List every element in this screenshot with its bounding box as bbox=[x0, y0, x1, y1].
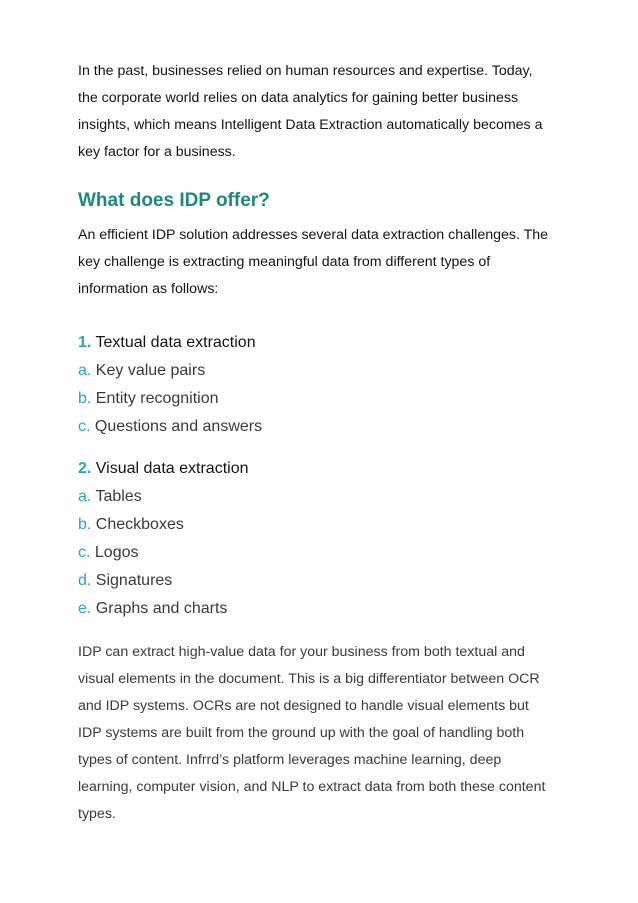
closing-line: visual elements in the document. This is a big differentiator between OCR bbox=[78, 671, 540, 687]
list-item bbox=[78, 357, 568, 385]
list-item bbox=[78, 483, 568, 511]
list-group-title bbox=[78, 455, 568, 483]
list-number: 1. bbox=[78, 334, 92, 351]
closing-line: IDP can extract high-value data for your business from both textual and bbox=[78, 644, 525, 660]
section-lead-paragraph bbox=[78, 222, 568, 303]
list-item-label: Signatures bbox=[95, 572, 173, 589]
list-group-label: Textual data extraction bbox=[95, 334, 256, 351]
list-item-label: Logos bbox=[94, 544, 139, 561]
list-item bbox=[78, 385, 568, 413]
list-group-label: Visual data extraction bbox=[95, 460, 249, 477]
closing-line: learning, computer vision, and NLP to extract data from both these content bbox=[78, 779, 546, 795]
intro-paragraph bbox=[78, 58, 568, 166]
closing-line: types. bbox=[78, 806, 116, 822]
closing-line: and IDP systems. OCRs are not designed to handle visual elements but bbox=[78, 698, 529, 714]
lead-line: information as follows: bbox=[78, 281, 219, 297]
list-item-label: Key value pairs bbox=[95, 362, 206, 379]
list-item-label: Questions and answers bbox=[94, 418, 263, 435]
list-letter: b. bbox=[78, 516, 92, 533]
list-item bbox=[78, 539, 568, 567]
visual-extraction-list bbox=[78, 455, 568, 623]
list-item-label: Graphs and charts bbox=[95, 600, 228, 617]
list-letter: b. bbox=[78, 390, 92, 407]
intro-line: the corporate world relies on data analytics for gaining better business bbox=[78, 90, 519, 106]
lead-line: key challenge is extracting meaningful data from different types of bbox=[78, 254, 491, 270]
list-group-title bbox=[78, 329, 568, 357]
list-item bbox=[78, 567, 568, 595]
list-item bbox=[78, 511, 568, 539]
list-letter: d. bbox=[78, 572, 92, 589]
list-letter: c. bbox=[78, 418, 91, 435]
closing-paragraph bbox=[78, 639, 568, 828]
intro-line: key factor for a business. bbox=[78, 144, 236, 160]
list-letter: a. bbox=[78, 362, 92, 379]
list-item bbox=[78, 413, 568, 441]
intro-line: In the past, businesses relied on human resources and expertise. Today, bbox=[78, 63, 533, 79]
document-page bbox=[78, 58, 568, 828]
textual-extraction-list bbox=[78, 329, 568, 441]
section-heading: What does IDP offer? bbox=[78, 190, 270, 211]
list-item bbox=[78, 595, 568, 623]
list-letter: e. bbox=[78, 600, 92, 617]
list-item-label: Entity recognition bbox=[95, 390, 219, 407]
list-item-label: Tables bbox=[95, 488, 142, 505]
lead-line: An efficient IDP solution addresses several data extraction challenges. The bbox=[78, 227, 549, 243]
closing-line: types of content. Infrrd’s platform leverages machine learning, deep bbox=[78, 752, 502, 768]
list-number: 2. bbox=[78, 460, 92, 477]
list-letter: c. bbox=[78, 544, 91, 561]
intro-line: insights, which means Intelligent Data Extraction automatically becomes a bbox=[78, 117, 543, 133]
closing-line: IDP systems are built from the ground up with the goal of handling both bbox=[78, 725, 525, 741]
list-item-label: Checkboxes bbox=[95, 516, 184, 533]
list-letter: a. bbox=[78, 488, 92, 505]
